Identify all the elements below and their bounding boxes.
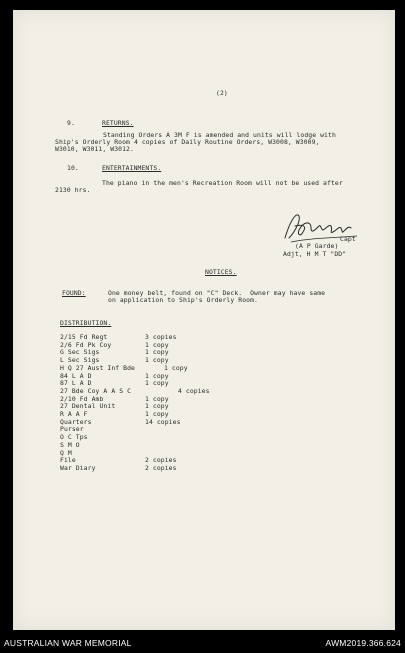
distribution-unit: 27 Dental Unit <box>60 402 116 411</box>
distribution-heading: DISTRIBUTION. <box>60 319 112 327</box>
distribution-copies: 3 copies <box>145 333 177 341</box>
distribution-copies: 14 copies <box>145 417 181 426</box>
distribution-copies: 2 copies <box>145 456 177 465</box>
distribution-unit: O C Tps <box>60 433 88 442</box>
distribution-unit: S M O <box>60 440 80 449</box>
distribution-unit: File <box>60 456 76 465</box>
distribution-unit: Purser <box>60 425 84 434</box>
distribution-copies: 1 copy <box>145 371 169 380</box>
distribution-copies: 1 copy <box>145 394 169 403</box>
found-label: FOUND: <box>62 289 86 297</box>
distribution-copies: 1 copy <box>145 410 169 418</box>
distribution-unit: R A A F <box>60 410 88 418</box>
distribution-unit: 2/6 Fd Pk Coy <box>60 340 112 349</box>
distribution-unit: Quarters <box>60 417 92 426</box>
footer-institution: AUSTRALIAN WAR MEMORIAL <box>4 638 132 648</box>
distribution-unit: War Diary <box>60 463 96 472</box>
distribution-copies: 1 copy <box>145 379 169 388</box>
signatory-name: (A P Garde) <box>295 242 339 250</box>
section-10-number: 10. <box>67 164 79 172</box>
found-line-1: One money belt, found on "C" Deck. Owner may have same <box>108 289 326 297</box>
distribution-copies: 2 copies <box>145 463 177 472</box>
distribution-copies: 4 copies <box>178 386 210 395</box>
section-9-number: 9. <box>67 119 75 127</box>
section-10-line-2: 2130 hrs. <box>55 186 91 194</box>
distribution-copies: 1 copy <box>145 402 169 411</box>
distribution-copies: 1 copy <box>145 340 169 349</box>
distribution-unit: 2/10 Fd Amb <box>60 394 104 403</box>
distribution-unit: 27 Bde Coy A A S C <box>60 386 132 395</box>
distribution-unit: G Sec Sigs <box>60 348 100 357</box>
distribution-copies: 1 copy <box>145 348 169 357</box>
notices-heading: NOTICES. <box>205 268 237 276</box>
distribution-unit: Q M <box>60 448 72 457</box>
distribution-unit: 84 L A D <box>60 371 92 380</box>
footer-accession-number: AWM2019.366.624 <box>325 638 401 648</box>
distribution-unit: L Sec Sigs <box>60 356 100 365</box>
page-number: (2) <box>216 89 228 97</box>
document-page <box>13 10 395 630</box>
signatory-appointment: Adjt, H M T "DD" <box>283 250 347 258</box>
section-9-line-3: W3010, W3011, W3012. <box>55 145 134 153</box>
distribution-list <box>60 334 260 474</box>
distribution-unit: 87 L A D <box>60 379 92 388</box>
signatory-rank: Capt <box>340 235 356 243</box>
section-9-line-1: Standing Orders A 3M F is amended and units will lodge with <box>103 131 336 139</box>
distribution-unit: 2/15 Fd Regt <box>60 333 108 341</box>
found-line-2: on application to Ship's Orderly Room. <box>108 296 259 304</box>
distribution-copies: 1 copy <box>145 356 169 365</box>
section-9-line-2: Ship's Orderly Room 4 copies of Daily Routine Orders, W3008, W3009, <box>55 138 320 146</box>
section-9-heading: RETURNS. <box>102 119 134 127</box>
distribution-unit: H Q 27 Aust Inf Bde <box>60 363 136 372</box>
section-10-heading: ENTERTAINMENTS. <box>102 164 162 172</box>
distribution-copies: 1 copy <box>164 363 188 372</box>
section-10-line-1: The piano in the men's Recreation Room will not be used after <box>102 179 343 187</box>
